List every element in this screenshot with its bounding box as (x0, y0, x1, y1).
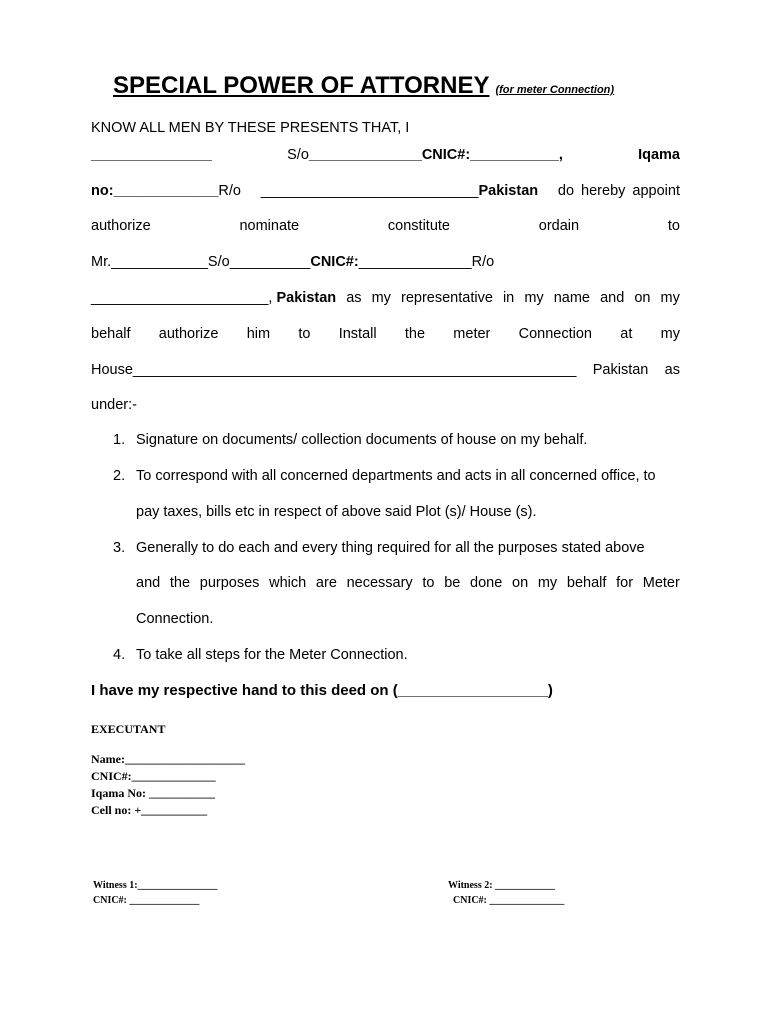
executant-name-field: Name:____________________ (91, 752, 245, 766)
pakistan-label: Pakistan (592, 362, 649, 378)
deed-date-blank: __________________ (397, 682, 548, 699)
list-text: Generally to do each and every thing required for all the purposes stated above (136, 540, 645, 556)
intro-line: KNOW ALL MEN BY THESE PRESENTS THAT, I (91, 120, 410, 136)
word: are (315, 575, 337, 591)
address-blank: ___________________________ (260, 183, 479, 199)
word: to (422, 575, 435, 591)
word: representative (401, 290, 493, 306)
ro-label: R/o (471, 254, 495, 270)
word: which (269, 575, 307, 591)
line-8: under:- (91, 397, 137, 413)
list-number: 2. (113, 468, 126, 484)
line-1 (91, 145, 680, 165)
line-3 (91, 216, 680, 236)
house-group (91, 360, 576, 380)
deed-line (91, 682, 553, 699)
attorney-cnic-blank: ______________ (358, 254, 472, 270)
list-text-continued: pay taxes, bills etc in respect of above said Plot (s)/ House (s). (136, 504, 537, 520)
executant-cell-field: Cell no: +___________ (91, 803, 208, 817)
witness-1-cnic: CNIC#: ______________ (93, 895, 200, 906)
iqama-no-group (91, 181, 241, 201)
word: my (371, 290, 391, 306)
word: Meter (642, 575, 680, 591)
title-main: SPECIAL POWER OF ATTORNEY (113, 72, 490, 99)
witness-1-label: Witness 1:________________ (93, 880, 218, 891)
list-text: To correspond with all concerned departments and acts in all concerned office, to (136, 468, 656, 484)
list-number: 3. (113, 540, 126, 556)
word: constitute (387, 218, 450, 234)
so-label: S/o (287, 147, 309, 163)
document-title (113, 72, 614, 100)
word: behalf (91, 326, 131, 342)
address-group (261, 181, 538, 201)
word: meter (453, 326, 491, 342)
attorney-name-blank: ____________ (111, 254, 208, 270)
attorney-father-blank: __________ (229, 254, 311, 270)
iqama-blank: _____________ (113, 183, 219, 199)
address-group (91, 288, 336, 308)
word: in (502, 290, 515, 306)
word: the (169, 575, 191, 591)
word: be (444, 575, 461, 591)
cnic-blank: ___________, (470, 147, 563, 163)
deed-close: ) (547, 682, 553, 699)
word: and (136, 575, 161, 591)
son-of-group (287, 145, 563, 165)
line-5 (91, 288, 680, 308)
word: at (620, 326, 633, 342)
word: ordain (538, 218, 580, 234)
word: my (537, 575, 558, 591)
list-number: 4. (113, 647, 126, 663)
line-2 (91, 181, 680, 201)
house-blank: _______________________________________________________ (132, 362, 577, 378)
word: to (298, 326, 311, 342)
title-sub: (for meter Connection) (495, 84, 615, 96)
cnic-label: CNIC#: (310, 254, 359, 270)
word: purposes (199, 575, 260, 591)
line-7 (91, 360, 680, 380)
word: my (660, 290, 680, 306)
word: him (246, 326, 271, 342)
line-6 (91, 324, 680, 344)
cnic-label: CNIC#: (421, 147, 471, 163)
list-text: To take all steps for the Meter Connection. (136, 647, 408, 663)
word: nominate (239, 218, 300, 234)
list-text-continued: Connection. (136, 611, 214, 627)
ro-label: R/o (218, 183, 241, 199)
word: Install (338, 326, 377, 342)
list-number: 1. (113, 432, 126, 448)
pakistan-label: Pakistan (478, 183, 539, 199)
executant-title: EXECUTANT (91, 722, 166, 736)
no-label: no: (91, 183, 114, 199)
word: and (600, 290, 625, 306)
word: on (634, 290, 651, 306)
word: for (616, 575, 634, 591)
word: my (660, 326, 680, 342)
appoint-text: do hereby appoint (557, 183, 680, 199)
word: Connection (518, 326, 592, 342)
witness-2-label: Witness 2: ____________ (448, 880, 556, 891)
list-text: Signature on documents/ collection documents of house on my behalf. (136, 432, 588, 448)
word: to (667, 218, 680, 234)
house-label: House (91, 362, 133, 378)
so-label: S/o (207, 254, 230, 270)
word: my (524, 290, 544, 306)
pakistan-label: Pakistan (276, 290, 337, 306)
word: as (346, 290, 362, 306)
word: name (553, 290, 590, 306)
iqama-label: Iqama (638, 147, 680, 163)
attorney-address-blank: ______________________, (91, 290, 273, 306)
list-text-continued (136, 573, 680, 593)
word: done (470, 575, 503, 591)
word: behalf (566, 575, 607, 591)
word: as (664, 362, 680, 378)
executant-iqama-field: Iqama No: ___________ (91, 786, 216, 800)
witness-2-cnic: CNIC#: _______________ (453, 895, 565, 906)
line-4 (91, 252, 680, 272)
word: necessary (346, 575, 413, 591)
word: on (512, 575, 529, 591)
executant-cnic-field: CNIC#:______________ (91, 769, 216, 783)
word: authorize (158, 326, 219, 342)
father-blank: ______________ (308, 147, 422, 163)
word: authorize (91, 218, 151, 234)
name-blank: _______________ (91, 147, 212, 163)
deed-text: I have my respective hand to this deed on ( (91, 682, 398, 699)
mr-label: Mr. (91, 254, 112, 270)
word: the (404, 326, 426, 342)
